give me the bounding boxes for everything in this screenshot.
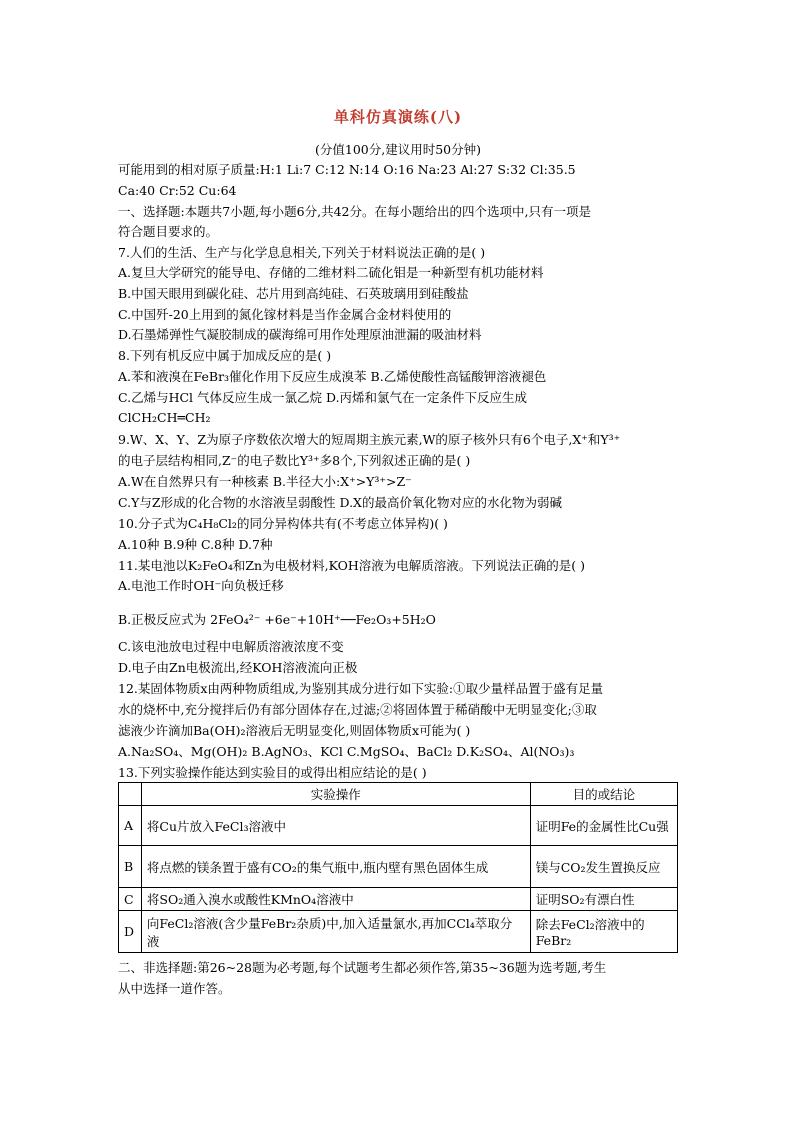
table-header-letter — [119, 783, 142, 806]
q12-stem-2: 水的烧杯中,充分搅拌后仍有部分固体存在,过滤;②将固体置于稀硝酸中无明显变化;③取 — [118, 702, 597, 717]
q10-stem: 10.分子式为C₄H₈Cl₂的同分异构体共有(不考虑立体异构)( ) — [118, 516, 448, 531]
q11-option-c: C.该电池放电过程中电解质溶液浓度不变 — [118, 639, 344, 654]
q7-option-a: A.复旦大学研究的能导电、存储的二维材料二硫化钼是一种新型有机功能材料 — [118, 265, 544, 280]
row-conclusion: 证明Fe的金属性比Cu强 — [530, 806, 677, 846]
q8-options-cd: C.乙烯与HCl 气体反应生成一氯乙烷 D.丙烯和氯气在一定条件下反应生成 — [118, 390, 528, 405]
section1-heading-cont: 符合题目要求的。 — [118, 224, 219, 239]
q9-options-ab: A.W在自然界只有一种核素 B.半径大小:X⁺>Y³⁺>Z⁻ — [118, 474, 412, 489]
row-operation: 将SO₂通入溴水或酸性KMnO₄溶液中 — [141, 888, 530, 911]
atomic-masses-line-1: 可能用到的相对原子质量:H:1 Li:7 C:12 N:14 O:16 Na:23 Al:27 S:32 Cl:35.5 — [118, 162, 576, 177]
q12-stem-1: 12.某固体物质x由两种物质组成,为鉴别其成分进行如下实验:①取少量样品置于盛有足量 — [118, 681, 604, 696]
table-row — [119, 846, 678, 888]
row-conclusion: 证明SO₂有漂白性 — [530, 888, 677, 911]
q13-stem: 13.下列实验操作能达到实验目的或得出相应结论的是( ) — [118, 765, 427, 780]
q12-stem-3: 滤液少许滴加Ba(OH)₂溶液后无明显变化,则固体物质x可能为( ) — [118, 723, 471, 738]
atomic-masses-line-2: Ca:40 Cr:52 Cu:64 — [118, 183, 237, 198]
q7-option-c: C.中国歼-20上用到的氮化镓材料是当作金属合金材料使用的 — [118, 307, 452, 322]
page-subtitle: (分值100分,建议用时50分钟) — [315, 142, 481, 157]
row-operation: 将点燃的镁条置于盛有CO₂的集气瓶中,瓶内壁有黑色固体生成 — [141, 846, 530, 888]
q9-stem-1: 9.W、X、Y、Z为原子序数依次增大的短周期主族元素,W的原子核外只有6个电子,X⁺和Y³⁺ — [118, 432, 621, 447]
q13-table — [118, 782, 678, 953]
q8-options-ab: A.苯和液溴在FeBr₃催化作用下反应生成溴苯 B.乙烯使酸性高锰酸钾溶液褪色 — [118, 369, 547, 384]
q12-options: A.Na₂SO₄、Mg(OH)₂ B.AgNO₃、KCl C.MgSO₄、BaCl₂ D.K₂SO₄、Al(NO₃)₃ — [118, 744, 575, 759]
table-row — [119, 888, 678, 911]
q9-options-cd: C.Y与Z形成的化合物的水溶液呈弱酸性 D.X的最高价氧化物对应的水化物为弱碱 — [118, 495, 562, 510]
row-operation: 向FeCl₂溶液(含少量FeBr₂杂质)中,加入适量氯水,再加CCl₄萃取分液 — [141, 911, 530, 953]
q11-option-b: B.正极反应式为 2FeO₄²⁻ +6e⁻+10H⁺──Fe₂O₃+5H₂O — [118, 612, 436, 627]
q8-stem: 8.下列有机反应中属于加成反应的是( ) — [118, 348, 332, 363]
row-operation: 将Cu片放入FeCl₃溶液中 — [141, 806, 530, 846]
q11-stem: 11.某电池以K₂FeO₄和Zn为电极材料,KOH溶液为电解质溶液。下列说法正确的是( ) — [118, 558, 585, 573]
q7-option-b: B.中国天眼用到碳化硅、芯片用到高纯硅、石英玻璃用到硅酸盐 — [118, 286, 469, 301]
table-header-row — [119, 783, 678, 806]
q7-stem: 7.人们的生活、生产与化学息息相关,下列关于材料说法正确的是( ) — [118, 245, 486, 260]
row-letter: D — [119, 911, 142, 953]
section2-heading-cont: 从中选择一道作答。 — [118, 981, 231, 996]
section1-heading: 一、选择题:本题共7小题,每小题6分,共42分。在每小题给出的四个选项中,只有一项是 — [118, 204, 591, 219]
table-header-conclusion: 目的或结论 — [530, 783, 677, 806]
q11-option-a: A.电池工作时OH⁻向负极迁移 — [118, 578, 284, 593]
q9-stem-2: 的电子层结构相同,Z⁻的电子数比Y³⁺多8个,下列叙述正确的是( ) — [118, 453, 471, 468]
table-header-operation: 实验操作 — [141, 783, 530, 806]
row-conclusion: 镁与CO₂发生置换反应 — [530, 846, 677, 888]
table-row — [119, 806, 678, 846]
q7-option-d: D.石墨烯弹性气凝胶制成的碳海绵可用作处理原油泄漏的吸油材料 — [118, 327, 482, 342]
section2-heading: 二、非选择题:第26~28题为必考题,每个试题考生都必须作答,第35~36题为选考题,考生 — [118, 960, 607, 975]
row-conclusion: 除去FeCl₂溶液中的FeBr₂ — [530, 911, 677, 953]
q10-options: A.10种 B.9种 C.8种 D.7种 — [118, 537, 273, 552]
row-letter: B — [119, 846, 142, 888]
q8-option-d-cont: ClCH₂CH═CH₂ — [118, 410, 211, 425]
row-letter: C — [119, 888, 142, 911]
table-row — [119, 911, 678, 953]
row-letter: A — [119, 806, 142, 846]
q11-option-d: D.电子由Zn电极流出,经KOH溶液流向正极 — [118, 660, 358, 675]
page-title: 单科仿真演练(八) — [333, 108, 463, 126]
